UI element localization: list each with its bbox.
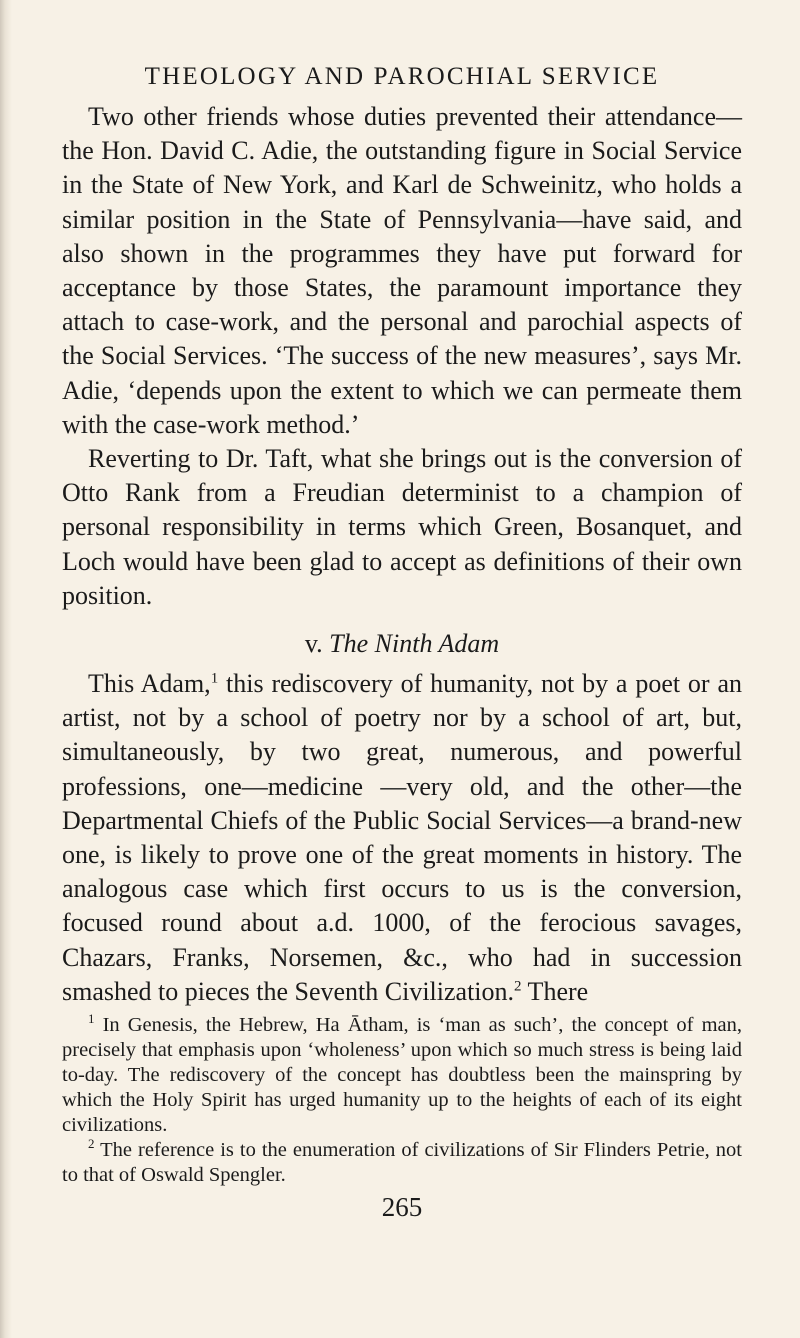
footnote-ref-2: 2 xyxy=(514,978,522,995)
section-heading xyxy=(62,627,742,661)
section-title: The Ninth Adam xyxy=(329,629,500,659)
footnote-2-text: The reference is to the enumeration of civilizations of Sir Flinders Petrie, not to that of Oswald Spengler. xyxy=(62,1139,742,1187)
footnote-2-marker: 2 xyxy=(88,1136,95,1152)
paragraph-3-lead: This Adam, xyxy=(88,669,211,699)
book-page xyxy=(62,60,742,1224)
section-number: v. xyxy=(304,629,323,659)
footnote-1-text: In Genesis, the Hebrew, Ha Ātham, is ‘man as such’, the concept of man, precisely that emphasis upon ‘wholeness’ upon which so much stress is being laid to-day. The rediscovery of the concept has doubtless been the mainspring by which the Holy Spirit has urged humanity up to the heights of each of its eight civilizations. xyxy=(62,1014,742,1137)
footnote-2 xyxy=(62,1138,742,1188)
page-number: 265 xyxy=(381,1192,423,1223)
paragraph-1: Two other friends whose duties prevented their attendance—the Hon. David C. Adie, the outstanding figure in Social Service in the State of New York, and Karl de Schweinitz, who holds a similar position in the State of Pennsylvania—have said, and also shown in the programmes they have put forward for acceptance by those States, the paramount importance they attach to case-work, and the personal and parochial aspects of the Social Services. ‘The success of the new measures’, says Mr. Adie, ‘depends upon the extent to which we can permeate them with the case-work method.’ xyxy=(62,102,742,439)
paragraph-3-body: this rediscovery of humanity, not by a poet or an artist, not by a school of poetry nor by a school of art, but, simultaneously, by two great, numerous, and powerful professions, one—medicine —very old, and the other—the Departmental Chiefs of the Public Social Services—a brand-new one, is likely to prove one of the great moments in history. The analogous case which first occurs to us is the conversion, focused round about a.d. 1000, of the ferocious savages, Chazars, Franks, Norsemen, &c., who had in succession smashed to pieces the Seventh Civilization. xyxy=(62,669,742,1006)
footnote-ref-1: 1 xyxy=(210,670,219,687)
paragraph-2: Reverting to Dr. Taft, what she brings out is the conversion of Otto Rank from a Freudian determinist to a champion of personal responsibility in terms which Green, Bosanquet, and Loch would have been glad to accept as definitions of their own position. xyxy=(62,444,742,610)
paragraph-3-tail: There xyxy=(521,976,589,1006)
footnote-1 xyxy=(62,1013,742,1138)
footnotes xyxy=(62,1013,742,1188)
paragraph-3 xyxy=(62,667,742,1009)
running-head: THEOLOGY AND PAROCHIAL SERVICE xyxy=(144,63,660,90)
page-gutter-shadow xyxy=(0,0,12,1338)
footnote-1-marker: 1 xyxy=(88,1011,95,1027)
